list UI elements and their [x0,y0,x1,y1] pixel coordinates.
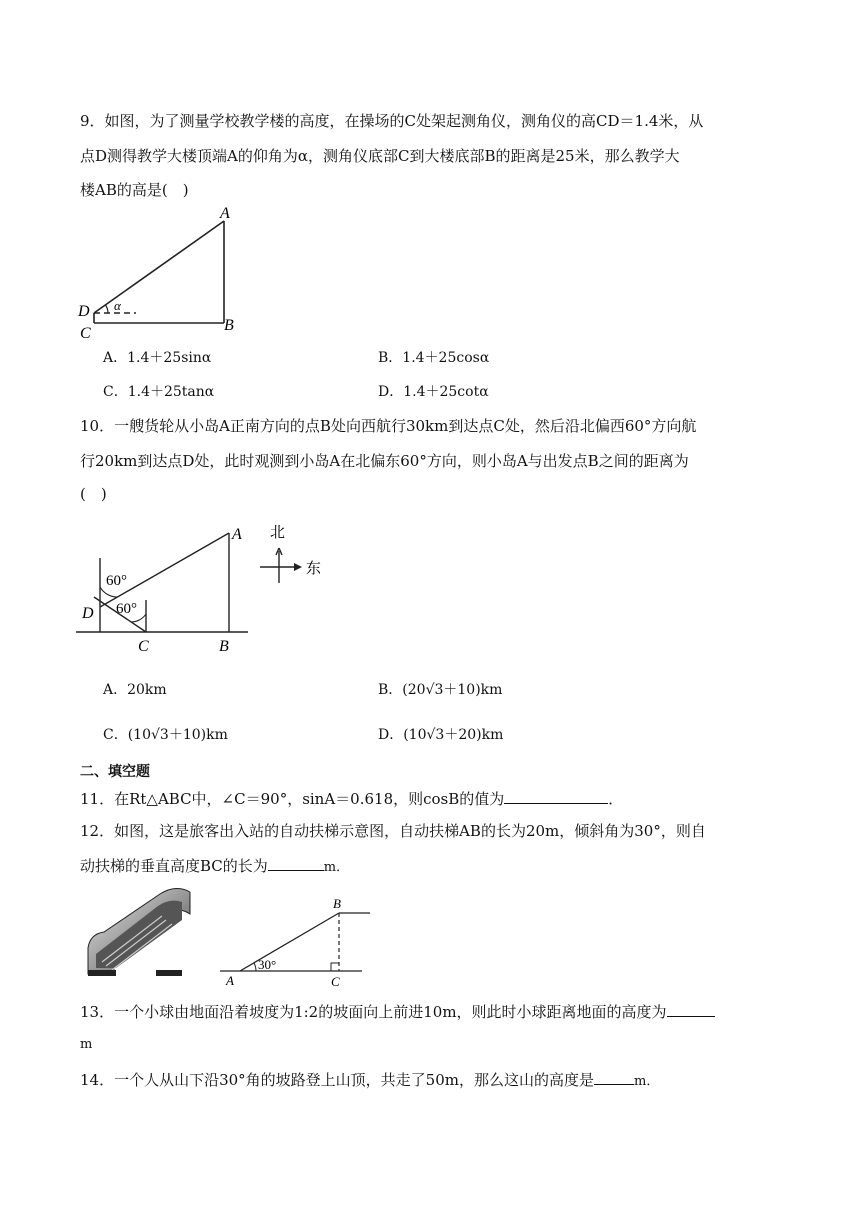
q12-unit: m． [323,860,350,875]
q9-label-alpha: α [114,298,121,313]
q9-label-d: D [78,303,90,320]
section-heading: 二、填空题 [80,764,150,780]
q10-label-d: D [82,605,94,622]
q10-option-a[interactable]: A．20km [103,682,167,698]
q11-answer-blank[interactable] [504,787,608,804]
q10-line3: ( ) [80,485,107,503]
q11-line [80,787,623,810]
q9-label-c: C [80,325,91,342]
q12-label-a: A [226,973,234,988]
q12-figure [218,895,374,995]
q10-option-d[interactable]: D．(10√3＋20)km [378,727,504,743]
q9-option-b[interactable]: B．1.4＋25cosα [378,350,490,366]
q14-text: 14．一个人从山下沿30°角的坡路登上山顶，共走了50m，那么这山的高度是 [80,1071,594,1089]
q10-north-label: 北 [270,525,286,541]
q10-east-label: 东 [306,561,322,577]
q9-label-b: B [224,317,234,334]
q13-text: 13．一个小球由地面沿着坡度为1:2的坡面向上前进10m，则此时小球距离地面的高度为 [80,1003,667,1021]
q9-label-a: A [220,205,230,222]
q14-unit: m． [634,1074,660,1089]
q10-line1: 10．一艘货轮从小岛A正南方向的点B处向西航行30km到达点C处，然后沿北偏西60°方向航 [80,417,697,435]
q12-text: 动扶梯的垂直高度BC的长为 [80,857,268,875]
q10-label-b: B [219,638,229,655]
q9-option-d[interactable]: D．1.4＋25cotα [378,384,489,400]
q12-label-b: B [333,896,341,911]
q12-line2 [80,854,349,879]
q10-option-c[interactable]: C．(10√3＋10)km [103,727,228,743]
q10-angle-label-2: 60° [116,601,137,617]
q10-label-c: C [138,638,149,655]
q13-line1 [80,1000,715,1023]
q12-line1: 12．如图，这是旅客出入站的自动扶梯示意图，自动扶梯AB的长为20m，倾斜角为30°，则自 [80,822,706,840]
q13-line2: m [80,1037,93,1052]
q10-option-b[interactable]: B．(20√3＋10)km [378,682,503,698]
q10-label-a: A [232,526,242,543]
q12-answer-blank[interactable] [268,854,324,871]
q11-end: ． [608,790,624,808]
q10-line2: 行20km到达点D处，此时观测到小岛A在北偏东60°方向，则小岛A与出发点B之间的距离为 [80,452,689,470]
q9-line1: 9．如图，为了测量学校教学楼的高度，在操场的C处架起测角仪，测角仪的高CD＝1.4米，从 [80,112,704,130]
q10-figure [76,515,336,660]
q9-line2: 点D测得教学大楼顶端A的仰角为α，测角仪底部C到大楼底部B的距离是25米，那么教学大 [80,147,680,165]
q9-option-a[interactable]: A．1.4＋25sinα [103,350,212,366]
q13-answer-blank[interactable] [667,1000,715,1017]
q14-line [80,1068,659,1093]
q12-label-c: C [331,974,340,989]
q9-line3: 楼AB的高是( ) [80,181,189,199]
q9-option-c[interactable]: C．1.4＋25tanα [103,384,215,400]
q14-answer-blank[interactable] [594,1068,634,1085]
q12-angle-label: 30° [258,957,277,972]
q11-text: 11．在Rt△ABC中，∠C＝90°，sinA＝0.618，则cosB的值为 [80,790,505,808]
q9-figure [74,200,274,345]
escalator-image [86,884,196,979]
q10-angle-label-1: 60° [106,573,127,589]
